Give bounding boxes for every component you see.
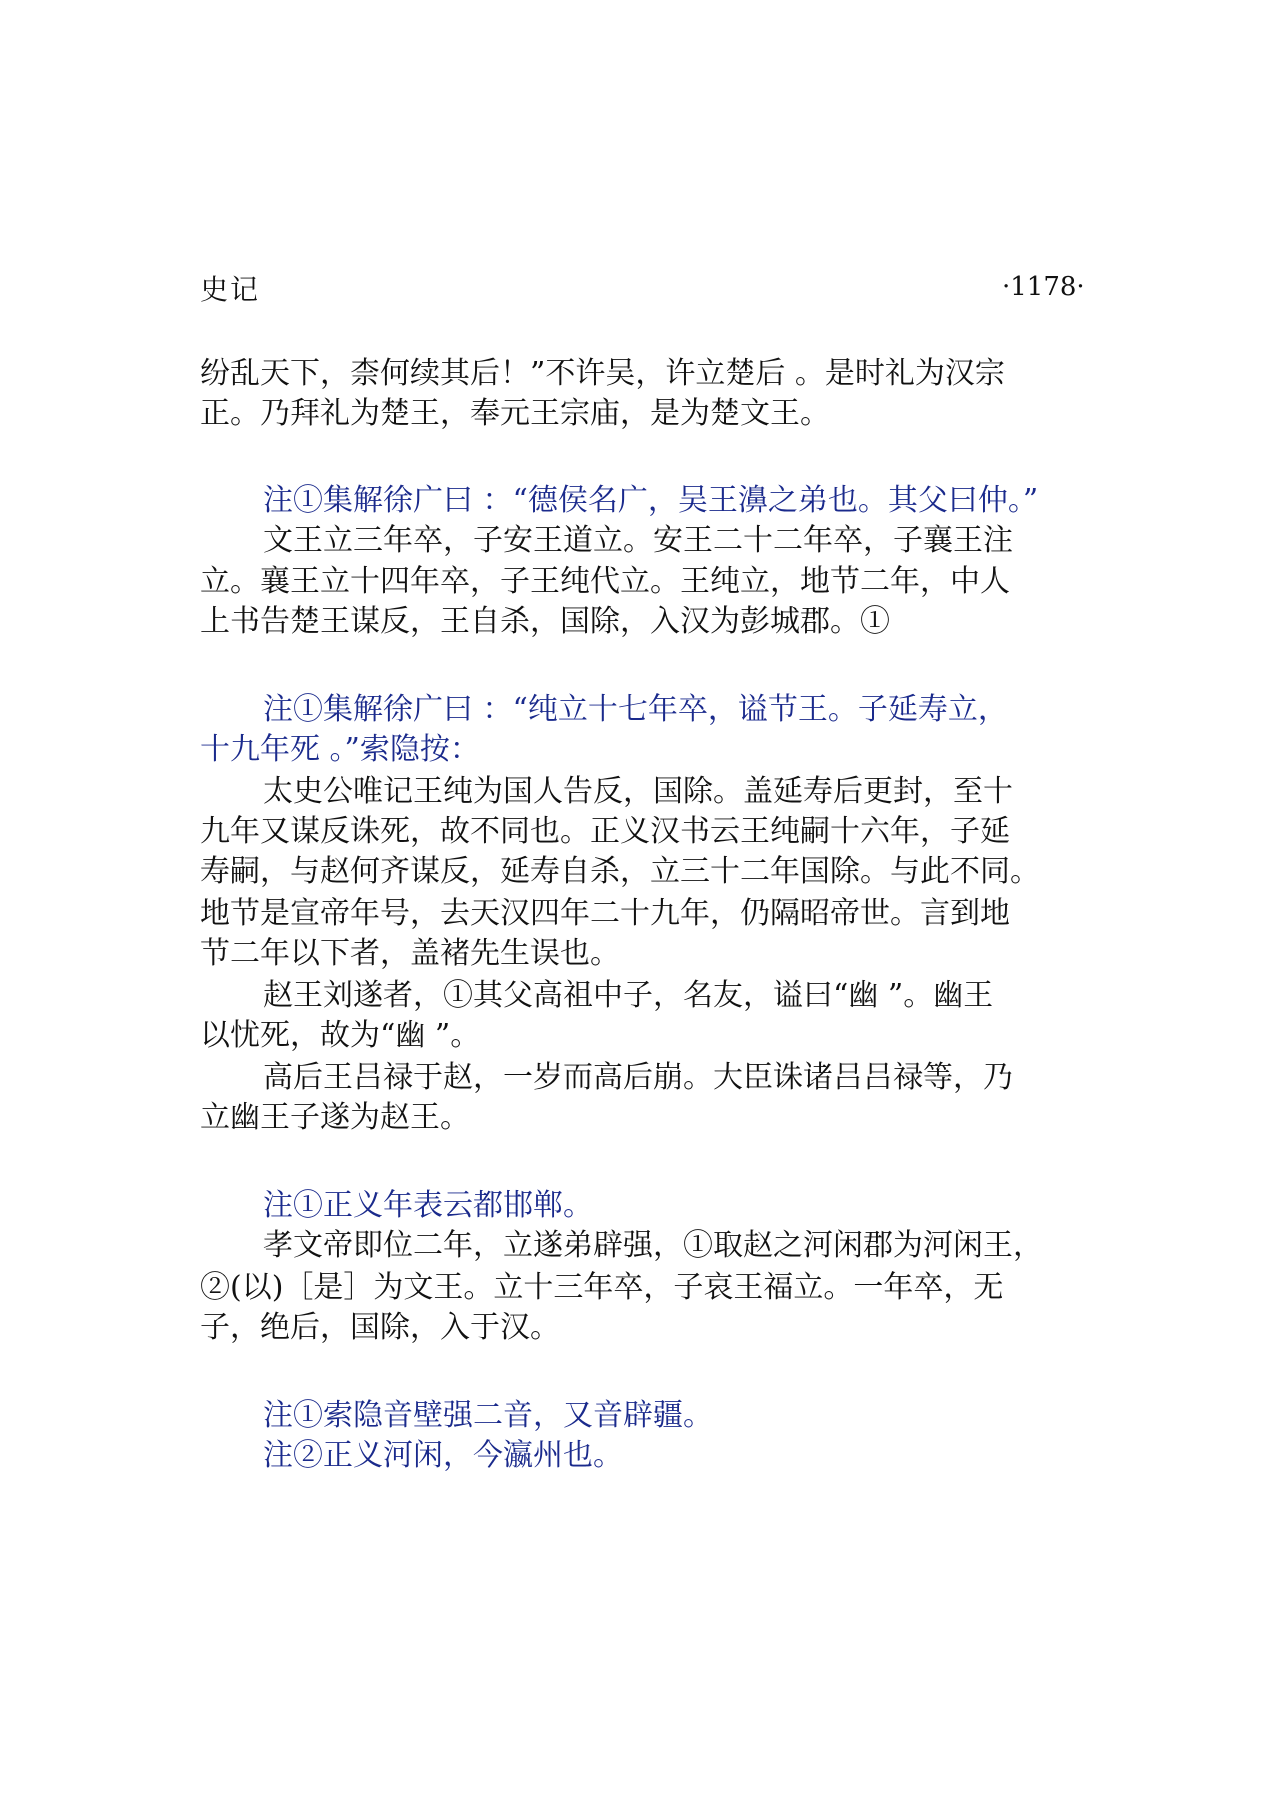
text-line: ②(以)［是］为文王。立十三年卒，子哀王福立。一年卒，无 — [200, 1270, 1004, 1305]
text-line: 地节是宣帝年号，去天汉四年二十九年，仍隔昭帝世。言到地 — [200, 896, 1010, 931]
text-line: 节二年以下者，盖褚先生误也。 — [200, 936, 620, 971]
text-line: 立。襄王立十四年卒，子王纯代立。王纯立，地节二年，中人 — [200, 564, 1010, 599]
annotation-line: 注①索隐音壁强二音，又音辟疆。 — [263, 1398, 713, 1433]
page-number: ·1178· — [1002, 272, 1085, 302]
text-line: 以忧死，故为“幽 ”。 — [200, 1018, 481, 1053]
text-line: 上书告楚王谋反，王自杀，国除，入汉为彭城郡。① — [200, 604, 890, 639]
text-line: 赵王刘遂者，①其父高祖中子，名友，谥曰“幽 ”。幽王 — [263, 978, 994, 1013]
text-line: 九年又谋反诛死，故不同也。正义汉书云王纯嗣十六年，子延 — [200, 814, 1010, 849]
annotation-line: 注②正义河闲，今瀛州也。 — [263, 1438, 623, 1473]
text-line: 孝文帝即位二年，立遂弟辟强，①取赵之河闲郡为河闲王， — [263, 1228, 1043, 1263]
text-line: 子，绝后，国除，入于汉。 — [200, 1310, 560, 1345]
text-line: 立幽王子遂为赵王。 — [200, 1100, 470, 1135]
annotation-line: 注①集解徐广曰 ：“纯立十七年卒，谥节王。子延寿立， — [263, 692, 1008, 727]
text-line: 高后王吕禄于赵，一岁而高后崩。大臣诛诸吕吕禄等，乃 — [263, 1060, 1013, 1095]
annotation-line: 注①集解徐广曰 ：“德侯名广，吴王濞之弟也。其父曰仲。” — [263, 483, 1039, 518]
text-line: 寿嗣，与赵何齐谋反，延寿自杀，立三十二年国除。与此不同。 — [200, 854, 1040, 889]
book-title: 史记 — [200, 273, 261, 306]
annotation-line: 十九年死 。”索隐按： — [200, 732, 480, 767]
text-line: 文王立三年卒，子安王道立。安王二十二年卒，子襄王注 — [263, 523, 1013, 558]
annotation-line: 注①正义年表云都邯郸。 — [263, 1188, 593, 1223]
text-line: 太史公唯记王纯为国人告反，国除。盖延寿后更封，至十 — [263, 774, 1013, 809]
text-line: 正。乃拜礼为楚王，奉元王宗庙，是为楚文王。 — [200, 396, 830, 431]
text-line: 纷乱天下，柰何续其后！”不许吴，许立楚后 。是时礼为汉宗 — [200, 356, 1005, 391]
